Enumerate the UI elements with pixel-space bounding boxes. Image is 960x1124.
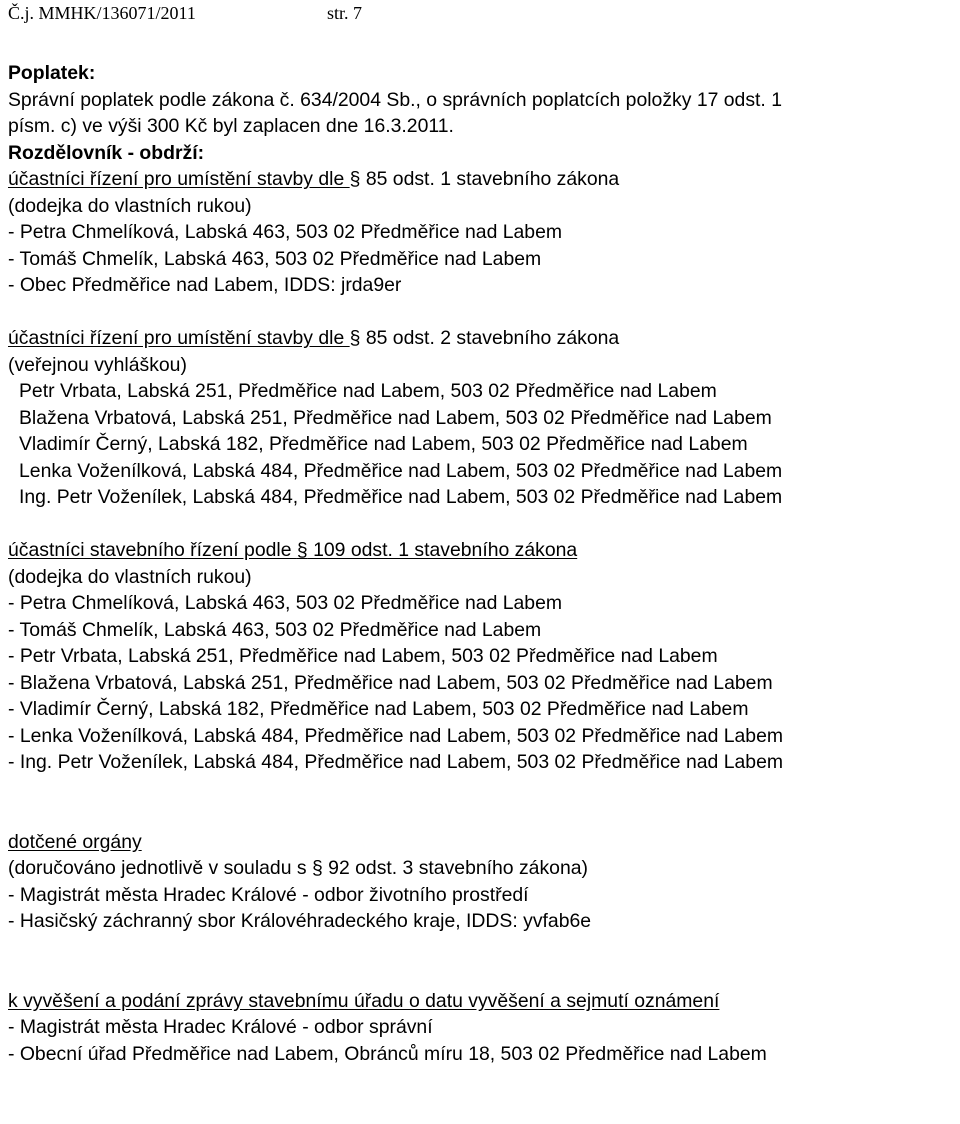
list-item: - Tomáš Chmelík, Labská 463, 503 02 Předměřice nad Labem — [8, 247, 542, 270]
section4-title: dotčené orgány — [8, 830, 142, 853]
section-sign-icon: § — [311, 857, 323, 879]
list-item: Vladimír Černý, Labská 182, Předměřice nad Labem, 503 02 Předměřice nad Labem — [19, 433, 748, 455]
section-sign-icon: § — [296, 539, 308, 561]
list-item: Lenka Voženílková, Labská 484, Předměřice nad Labem, 503 02 Předměřice nad Labem — [19, 459, 783, 482]
list-item: - Vladimír Černý, Labská 182, Předměřice nad Labem, 503 02 Předměřice nad Labem — [8, 698, 749, 720]
section2-note: (veřejnou vyhláškou) — [8, 353, 187, 376]
section3-title-pre: účastníci stavebního řízení podle — [8, 539, 297, 561]
list-item: - Petra Chmelíková, Labská 463, 503 02 Předměřice nad Labem — [8, 592, 563, 614]
spacer — [8, 299, 958, 326]
section3-title — [8, 537, 958, 564]
spacer — [8, 511, 958, 538]
page-number: str. 7 — [327, 3, 363, 23]
list-item: Ing. Petr Voženílek, Labská 484, Předměřice nad Labem, 503 02 Předměřice nad Labem — [19, 486, 783, 508]
section5-title: k vyvěšení a podání zprávy stavebnímu úřadu o datu vyvěšení a sejmutí oznámení — [8, 989, 720, 1012]
list-item: - Ing. Petr Voženílek, Labská 484, Předměřice nad Labem, 503 02 Předměřice nad Labem — [8, 751, 784, 773]
section2-title-pre: účastníci řízení pro umístění stavby dle — [8, 327, 350, 349]
document-reference: Č.j. MMHK/136071/2011 — [8, 3, 196, 23]
section1-title — [8, 166, 958, 193]
section1-title-post: 85 odst. 1 stavebního zákona — [360, 168, 620, 190]
page-header — [8, 3, 363, 24]
list-item: - Magistrát města Hradec Králové - odbor správní — [8, 1016, 433, 1038]
list-item: - Hasičský záchranný sbor Královéhradeckého kraje, IDDS: yvfab6e — [8, 910, 592, 932]
section1-title-pre: účastníci řízení pro umístění stavby dle — [8, 168, 350, 190]
list-item: - Obec Předměřice nad Labem, IDDS: jrda9er — [8, 274, 402, 296]
section4-note-pre: (doručováno jednotlivě v souladu s — [8, 857, 312, 879]
section3-note: (dodejka do vlastních rukou) — [8, 565, 252, 588]
distribution-heading: Rozdělovník - obdrží: — [8, 141, 205, 164]
section3-title-post: 109 odst. 1 stavebního zákona — [307, 539, 578, 561]
list-item: - Blažena Vrbatová, Labská 251, Předměřice nad Labem, 503 02 Předměřice nad Labem — [8, 671, 773, 694]
section4-note-post: 92 odst. 3 stavebního zákona) — [322, 857, 588, 879]
spacer — [8, 935, 958, 988]
spacer — [8, 776, 958, 829]
list-item: - Petr Vrbata, Labská 251, Předměřice nad Labem, 503 02 Předměřice nad Labem — [8, 645, 718, 667]
section-sign-icon: § — [349, 327, 361, 349]
section1-note: (dodejka do vlastních rukou) — [8, 194, 252, 217]
list-item: - Magistrát města Hradec Králové - odbor životního prostředí — [8, 883, 529, 906]
list-item: - Tomáš Chmelík, Labská 463, 503 02 Předměřice nad Labem — [8, 618, 542, 641]
fee-text-line-2: písm. c) ve výši 300 Kč byl zaplacen dne 16.3.2011. — [8, 115, 454, 137]
fee-heading: Poplatek: — [8, 62, 96, 84]
section2-title — [8, 325, 958, 352]
document-body — [8, 60, 958, 1067]
list-item: Blažena Vrbatová, Labská 251, Předměřice nad Labem, 503 02 Předměřice nad Labem — [19, 406, 772, 429]
list-item: Petr Vrbata, Labská 251, Předměřice nad Labem, 503 02 Předměřice nad Labem — [19, 380, 717, 402]
section2-title-post: 85 odst. 2 stavebního zákona — [360, 327, 620, 349]
list-item: - Petra Chmelíková, Labská 463, 503 02 Předměřice nad Labem — [8, 221, 563, 243]
list-item: - Obecní úřad Předměřice nad Labem, Obránců míru 18, 503 02 Předměřice nad Labem — [8, 1042, 767, 1065]
section4-note — [8, 855, 958, 882]
section-sign-icon: § — [349, 168, 361, 190]
list-item: - Lenka Voženílková, Labská 484, Předměřice nad Labem, 503 02 Předměřice nad Labem — [8, 724, 784, 747]
fee-text-line-1: Správní poplatek podle zákona č. 634/2004 Sb., o správních poplatcích položky 17 odst. 1 — [8, 88, 782, 111]
